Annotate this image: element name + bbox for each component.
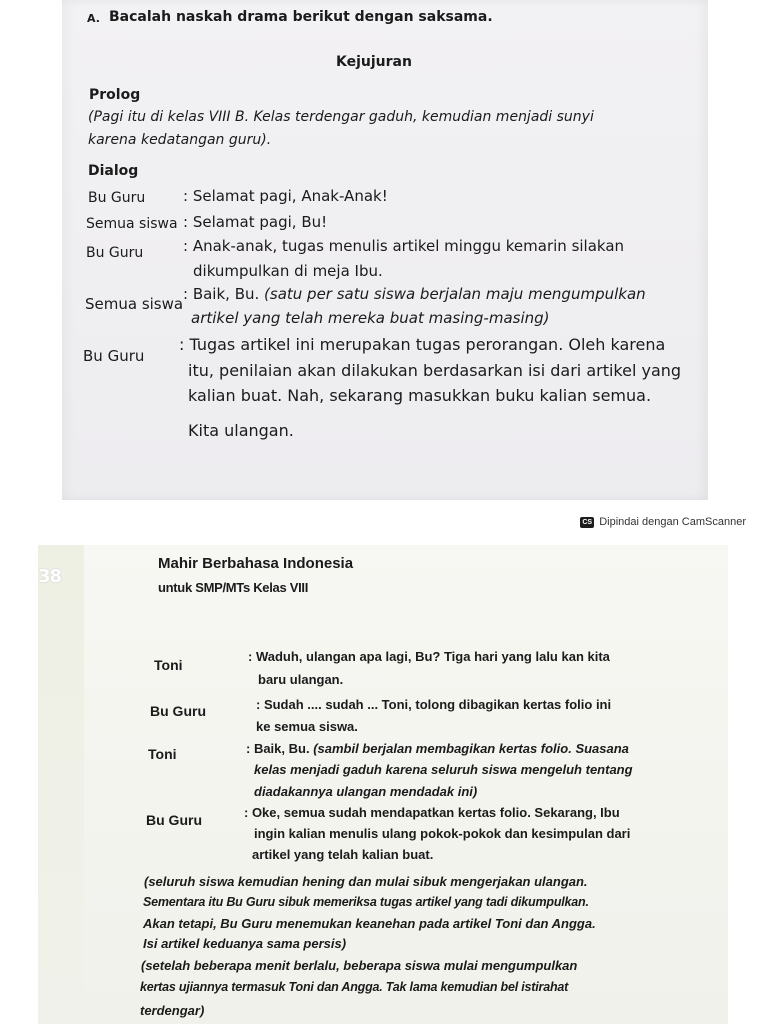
dialog-line: : Sudah .... sudah ... Toni, tolong dibagikan kertas folio ini <box>256 697 612 712</box>
dialog-line: ingin kalian menulis ulang pokok-pokok dan kesimpulan dari <box>254 826 631 841</box>
speaker-name: Bu Guru <box>150 703 206 719</box>
dialog-line: itu, penilaian akan dilakukan berdasarkan isi dari artikel yang <box>188 361 682 380</box>
speaker-name: Semua siswa <box>86 216 178 232</box>
prolog-line: karena kedatangan guru). <box>88 132 272 148</box>
speaker-name: Toni <box>154 657 183 673</box>
prolog-line: (Pagi itu di kelas VIII B. Kelas terdengar gaduh, kemudian menjadi sunyi <box>88 109 594 125</box>
narration-line: Akan tetapi, Bu Guru menemukan keanehan pada artikel Toni dan Angga. <box>143 916 596 931</box>
dialog-line: ke semua siswa. <box>256 719 358 734</box>
narration-line: Sementara itu Bu Guru sibuk memeriksa tugas artikel yang tadi dikumpulkan. <box>143 895 589 909</box>
dialog-heading: Dialog <box>88 163 139 179</box>
dialog-line: Kita ulangan. <box>188 421 294 440</box>
dialog-line: : Selamat pagi, Bu! <box>183 213 328 231</box>
speaker-name: Bu Guru <box>146 812 202 828</box>
narration-line: Isi artikel keduanya sama persis) <box>143 936 347 951</box>
camscanner-watermark <box>580 516 746 528</box>
book-subtitle: untuk SMP/MTs Kelas VIII <box>158 580 309 595</box>
dialog-line: : Waduh, ulangan apa lagi, Bu? Tiga hari yang lalu kan kita <box>248 649 610 664</box>
narration-line: (seluruh siswa kemudian hening dan mulai sibuk mengerjakan ulangan. <box>144 874 588 889</box>
dialog-line: : Selamat pagi, Anak-Anak! <box>183 187 388 205</box>
dialog-line: : Baik, Bu. (satu per satu siswa berjalan maju mengumpulkan <box>183 285 646 303</box>
narration-line: terdengar) <box>140 1003 205 1018</box>
dialog-line: : Oke, semua sudah mendapatkan kertas folio. Sekarang, Ibu <box>244 805 620 820</box>
dialog-line: artikel yang telah kalian buat. <box>252 847 434 862</box>
camscanner-label: Dipindai dengan CamScanner <box>599 516 746 528</box>
instruction-marker: A. <box>87 12 100 25</box>
book-title: Mahir Berbahasa Indonesia <box>158 555 354 572</box>
dialog-line: dikumpulkan di meja Ibu. <box>193 262 383 280</box>
speaker-name: Bu Guru <box>88 190 146 206</box>
prolog-heading: Prolog <box>89 87 141 103</box>
dialog-line: diadakannya ulangan mendadak ini) <box>254 784 478 799</box>
speaker-name: Toni <box>148 746 177 762</box>
dialog-line: artikel yang telah mereka buat masing-masing) <box>191 309 550 327</box>
dialog-line: kalian buat. Nah, sekarang masukkan buku kalian semua. <box>188 386 652 405</box>
instruction-text: Bacalah naskah drama berikut dengan saksama. <box>109 9 493 25</box>
dialog-line: : Baik, Bu. (sambil berjalan membagikan kertas folio. Suasana <box>246 741 629 756</box>
dialog-line: baru ulangan. <box>258 672 344 687</box>
speaker-name: Semua siswa <box>85 295 184 313</box>
dialog-line: : Anak-anak, tugas menulis artikel minggu kemarin silakan <box>183 237 625 255</box>
page-margin-strip <box>38 545 84 1024</box>
camscanner-icon: CS <box>580 517 594 528</box>
narration-line: kertas ujiannya termasuk Toni dan Angga. Tak lama kemudian bel istirahat <box>140 980 569 994</box>
narration-line: (setelah beberapa menit berlalu, beberapa siswa mulai mengumpulkan <box>141 958 578 973</box>
dialog-line: : Tugas artikel ini merupakan tugas perorangan. Oleh karena <box>179 335 666 354</box>
speaker-name: Bu Guru <box>83 347 145 365</box>
drama-title: Kejujuran <box>336 54 412 70</box>
speaker-name: Bu Guru <box>86 245 144 261</box>
dialog-line: kelas menjadi gaduh karena seluruh siswa mengeluh tentang <box>254 762 633 777</box>
page-number: 38 <box>38 566 62 587</box>
